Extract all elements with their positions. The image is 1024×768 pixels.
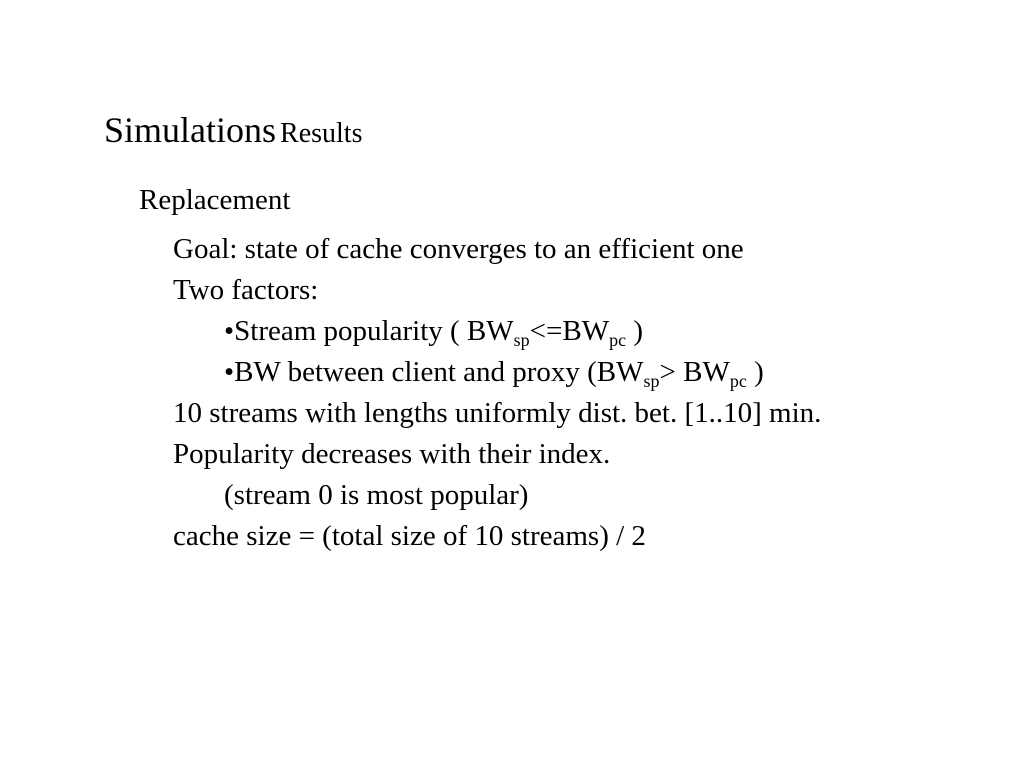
streams-line: 10 streams with lengths uniformly dist. bet. [1..10] min. [173,397,822,429]
bullet2-sub-pc: pc [729,371,747,391]
title-sub: Results [280,118,363,149]
bullet-stream-popularity [224,315,643,350]
cache-size-line: cache size = (total size of 10 streams) / 2 [173,520,646,552]
bullet1-sub-sp: sp [513,330,530,350]
bullet2-sub-sp: sp [643,371,660,391]
bullet2-prefix: •BW between client and proxy (BW [224,356,644,388]
two-factors-line: Two factors: [173,274,319,306]
slide-title [104,112,363,148]
bullet2-mid: > BW [659,356,730,388]
bullet1-mid: <=BW [529,315,610,347]
bullet1-sub-pc: pc [609,330,627,350]
bullet1-prefix: •Stream popularity ( BW [224,315,514,347]
title-main: Simulations [104,110,277,150]
popularity-line: Popularity decreases with their index. [173,438,611,470]
goal-line: Goal: state of cache converges to an efficient one [173,233,744,265]
stream0-note: (stream 0 is most popular) [224,479,529,511]
bullet1-suffix: ) [626,315,643,347]
subheading-replacement: Replacement [139,184,291,216]
bullet-bw-client-proxy [224,356,764,391]
bullet2-suffix: ) [746,356,764,388]
